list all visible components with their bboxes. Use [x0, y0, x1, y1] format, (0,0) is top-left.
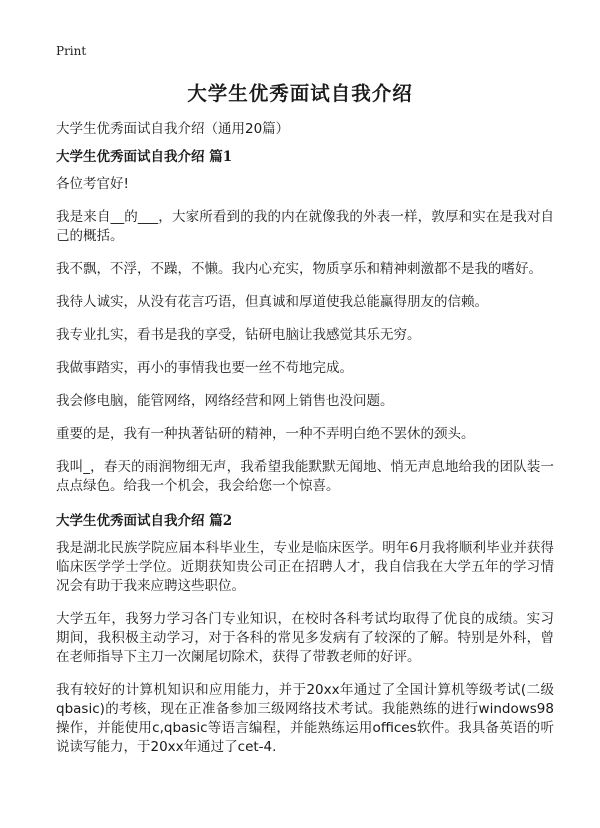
section-1: [56, 146, 554, 496]
paragraph: 我待人诚实，从没有花言巧语，但真诚和厚道使我总能赢得朋友的信赖。: [56, 294, 488, 310]
page-title: 大学生优秀面试自我介绍: [187, 82, 413, 105]
paragraph: 各位考官好!: [56, 176, 129, 192]
section-heading: 大学生优秀面试自我介绍 篇1: [56, 149, 233, 165]
paragraph: 我会修电脑，能管网络，网络经营和网上销售也没问题。: [56, 393, 394, 409]
section-2: [56, 510, 554, 757]
paragraph: 我叫_，春天的雨润物细无声，我希望我能默默无闻地、悄无声息地给我的团队装一点点绿色。给我一个机会，我会给您一个惊喜。: [56, 459, 554, 494]
document-subtitle: 大学生优秀面试自我介绍（通用20篇）: [56, 121, 290, 137]
paragraph: 大学五年，我努力学习各门专业知识，在校时各科考试均取得了优良的成绩。实习期间，我积极主动学习，对于各科的常见多发病有了较深的了解。特别是外科，曾在老师指导下主刀一次阑尾切除术，获得了带教老师的好评。: [56, 611, 554, 665]
section-heading: 大学生优秀面试自我介绍 篇2: [56, 513, 233, 529]
paragraph: 我是湖北民族学院应届本科毕业生，专业是临床医学。明年6月我将顺利毕业并获得临床医学学士学位。近期获知贵公司正在招聘人才，我自信我在大学五年的学习情况会有助于我来应聘这些职位。: [56, 540, 554, 594]
print-link[interactable]: Print: [56, 44, 87, 58]
paragraph: 重要的是，我有一种执著钻研的精神，一种不弄明白绝不罢休的颈头。: [56, 426, 475, 442]
paragraph: 我做事踏实，再小的事情我也要一丝不苟地完成。: [56, 360, 353, 376]
document-body: [56, 118, 554, 771]
paragraph: 我是来自__的___，大家所看到的我的内在就像我的外表一样，敦厚和实在是我对自己的概括。: [56, 209, 554, 244]
paragraph: 我专业扎实，看书是我的享受，钻研电脑让我感觉其乐无穷。: [56, 327, 421, 343]
paragraph: 我不飘，不浮，不躁，不懒。我内心充实，物质享乐和精神刺激都不是我的嗜好。: [56, 261, 542, 277]
paragraph: 我有较好的计算机知识和应用能力，并于20xx年通过了全国计算机等级考试(二级qbasic)的考核，现在正准备参加三级网络技术考试。我能熟练的进行windows98操作，并能使用c,qbasic等语言编程，并能熟练运用offices软件。我具备英语的听说读写能力，于20xx年通过了cet-4.: [56, 682, 554, 755]
